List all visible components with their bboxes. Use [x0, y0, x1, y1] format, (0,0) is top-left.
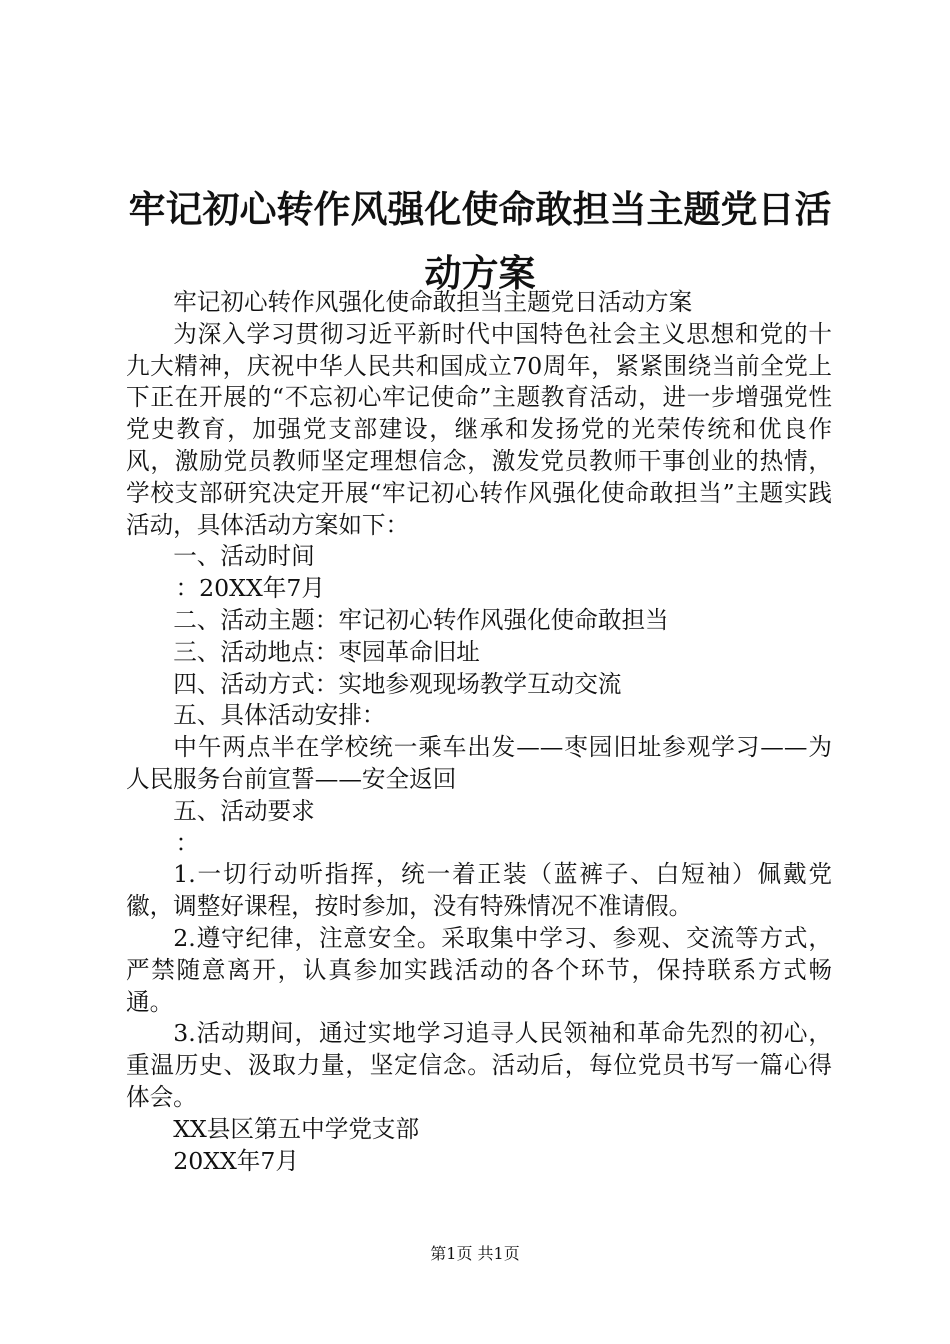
paragraph-signature-org: XX县区第五中学党支部 [173, 1114, 420, 1143]
paragraph-signature-date: 20XX年7月 [173, 1146, 300, 1175]
paragraph-subtitle: 牢记初心转作风强化使命敢担当主题党日活动方案 [173, 288, 693, 316]
paragraph-requirement-2: 2.遵守纪律，注意安全。采取集中学习、参观、交流等方式，严禁随意离开，认真参加实践活动的各个环节，保持联系方式畅通。 [126, 923, 832, 1016]
paragraph-colon: ： [175, 828, 200, 857]
paragraph-requirement-3: 3.活动期间，通过实地学习追寻人民领袖和革命先烈的初心，重温历史、汲取力量，坚定信念。活动后，每位党员书写一篇心得体会。 [126, 1019, 832, 1111]
paragraph-section-time: 一、活动时间 [173, 542, 315, 571]
page-footer: 第1页 共1页 [430, 1244, 520, 1263]
paragraph-section-schedule: 五、具体活动安排： [173, 701, 386, 730]
paragraph-section-method: 四、活动方式：实地参观现场教学互动交流 [173, 669, 622, 698]
paragraph-schedule-detail: 中午两点半在学校统一乘车出发——枣园旧址参观学习——为人民服务台前宣誓——安全返回 [126, 733, 832, 793]
paragraph-time-value: ：20XX年7月 [175, 574, 325, 603]
paragraph-intro: 为深入学习贯彻习近平新时代中国特色社会主义思想和党的十九大精神，庆祝中华人民共和国成立70周年，紧紧围绕当前全党上下正在开展的“不忘初心牢记使命”主题教育活动，进一步增强党性党史教育，加强党支部建设，继承和发扬党的光荣传统和优良作风，激励党员教师坚定理想信念，激发党员教师干事创业的热情，学校支部研究决定开展“牢记初心转作风强化使命敢担当”主题实践活动，具体活动方案如下： [126, 319, 832, 539]
document-title: 牢记初心转作风强化使命敢担当主题党日活动方案 [128, 188, 832, 295]
paragraph-section-theme: 二、活动主题：牢记初心转作风强化使命敢担当 [173, 605, 669, 634]
document-body [126, 287, 832, 1177]
paragraph-requirement-1: 1.一切行动听指挥，统一着正装（蓝裤子、白短袖）佩戴党徽，调整好课程，按时参加，没有特殊情况不准请假。 [126, 860, 832, 921]
paragraph-section-requirements: 五、活动要求 [173, 796, 315, 825]
paragraph-section-location: 三、活动地点：枣园革命旧址 [173, 637, 480, 666]
